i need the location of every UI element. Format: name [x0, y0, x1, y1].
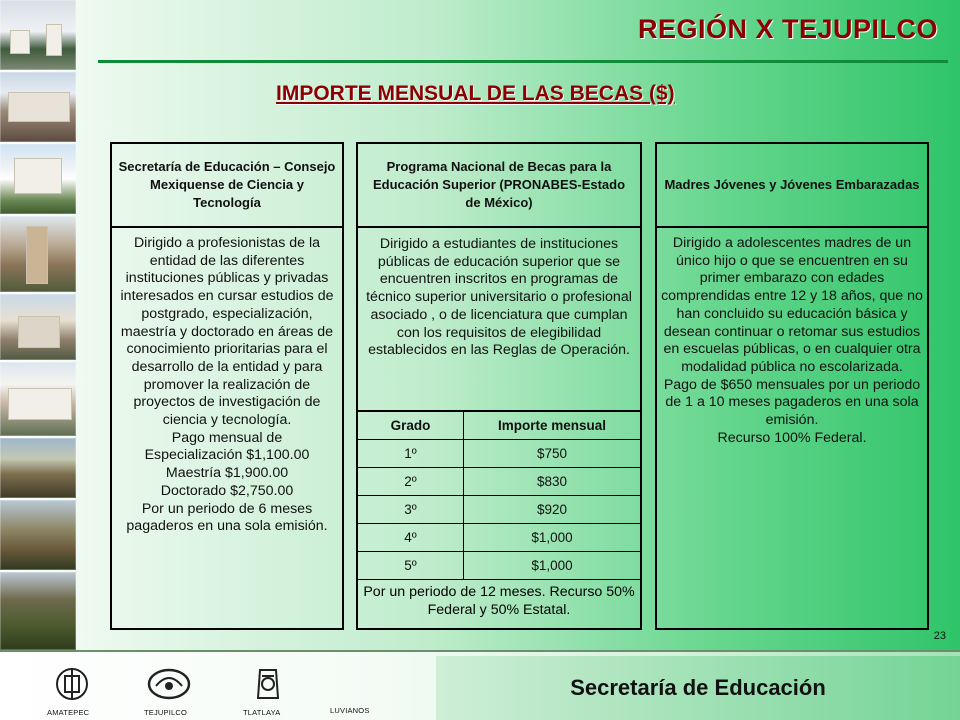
- photo-church: [0, 144, 76, 214]
- payment-period: Por un periodo de 6 meses pagaderos en una sola emisión.: [126, 500, 328, 535]
- amount-table: [358, 410, 640, 619]
- grade-cell: 3º: [358, 496, 464, 524]
- table-row: [358, 440, 640, 468]
- table-note: Por un periodo de 12 meses. Recurso 50% Federal y 50% Estatal.: [363, 584, 635, 618]
- grade-cell: 2º: [358, 468, 464, 496]
- column-header-grade: Grado: [358, 412, 464, 440]
- scholarship-comecyt: [110, 142, 344, 630]
- amount-cell: $1,000: [464, 524, 641, 552]
- table-row: [358, 552, 640, 580]
- column-header-amount: Importe mensual: [464, 412, 641, 440]
- funding-text: Recurso 100% Federal.: [717, 429, 867, 446]
- scholarship-heading: Programa Nacional de Becas para la Educación Superior (PRONABES-Estado de México): [358, 144, 640, 228]
- payment-specialization: Especialización $1,100.00: [144, 447, 310, 464]
- scholarship-young-mothers: [655, 142, 929, 630]
- payment-text: Pago de $650 mensuales por un periodo de 1 a 10 meses pagaderos en una sola emisión.: [663, 376, 921, 429]
- logo-label-tejupilco: TEJUPILCO: [144, 708, 188, 717]
- grade-cell: 1º: [358, 440, 464, 468]
- logo-label-luvianos: LUVIANOS: [330, 706, 370, 715]
- photo-strip: [0, 0, 78, 650]
- scholarship-pronabes: [356, 142, 642, 630]
- photo-cathedral: [0, 216, 76, 292]
- payment-label: Pago mensual de: [171, 429, 283, 446]
- table-header-row: [358, 412, 640, 440]
- scholarship-description: Dirigido a estudiantes de instituciones públicas de educación superior que se encuentren inscritos en programas de técnico superior universitario o profesional asociado , o de licenciatura que cumplan con los requisitos de elegibilidad establecidos en las Reglas de Operación.: [366, 236, 632, 359]
- grade-cell: 5º: [358, 552, 464, 580]
- payment-masters: Maestría $1,900.00: [165, 465, 289, 482]
- region-title: REGIÓN X TEJUPILCO: [637, 14, 938, 44]
- scholarship-heading: Madres Jóvenes y Jóvenes Embarazadas: [657, 144, 927, 228]
- scholarship-description: [112, 235, 342, 536]
- scholarship-heading: Secretaría de Educación – Consejo Mexiquense de Ciencia y Tecnología: [112, 144, 342, 228]
- photo-hills: [0, 438, 76, 498]
- photo-town: [0, 0, 76, 70]
- amount-cell: $1,000: [464, 552, 641, 580]
- page-number: 23: [933, 630, 946, 642]
- scholarship-description: [657, 235, 927, 447]
- logo-label-tlatlaya: TLATLAYA: [243, 708, 281, 717]
- page-title: IMPORTE MENSUAL DE LAS BECAS ($): [276, 82, 675, 105]
- table-row: [358, 468, 640, 496]
- photo-building: [0, 362, 76, 436]
- logo-label-amatepec: AMATEPEC: [47, 708, 90, 717]
- grade-cell: 4º: [358, 524, 464, 552]
- amount-cell: $750: [464, 440, 641, 468]
- photo-peaks: [0, 572, 76, 650]
- tejupilco-logo-icon: [146, 664, 192, 704]
- photo-mountains: [0, 500, 76, 570]
- amount-cell: $920: [464, 496, 641, 524]
- description-text: Dirigido a adolescentes madres de un único hijo o que se encuentren en su primer embarazo con edades comprendidas entre 12 y 18 años, que no han concluido su educación básica y desean continuar o retomar sus estudios en escuelas públicas, o en cualquier otra modalidad pública no escolarizada.: [661, 235, 923, 375]
- tlatlaya-logo-icon: [248, 664, 288, 704]
- description-text: Dirigido a profesionistas de la entidad de las diferentes instituciones públicas y privadas interesados en cursar estudios de postgrado, especialización, maestría y doctorado en áreas de conocimiento prioritarias para el desarrollo de la entidad y para promover la realización de proyectos de investigación de ciencia y tecnología.: [120, 235, 334, 429]
- table-row: [358, 496, 640, 524]
- footer-brand: Secretaría de Educación: [436, 656, 960, 720]
- header-divider: [98, 60, 948, 63]
- payment-doctorate: Doctorado $2,750.00: [160, 482, 294, 499]
- amount-cell: $830: [464, 468, 641, 496]
- table-row: [358, 524, 640, 552]
- amatepec-logo-icon: [52, 664, 92, 704]
- photo-plaza: [0, 294, 76, 360]
- photo-market: [0, 72, 76, 142]
